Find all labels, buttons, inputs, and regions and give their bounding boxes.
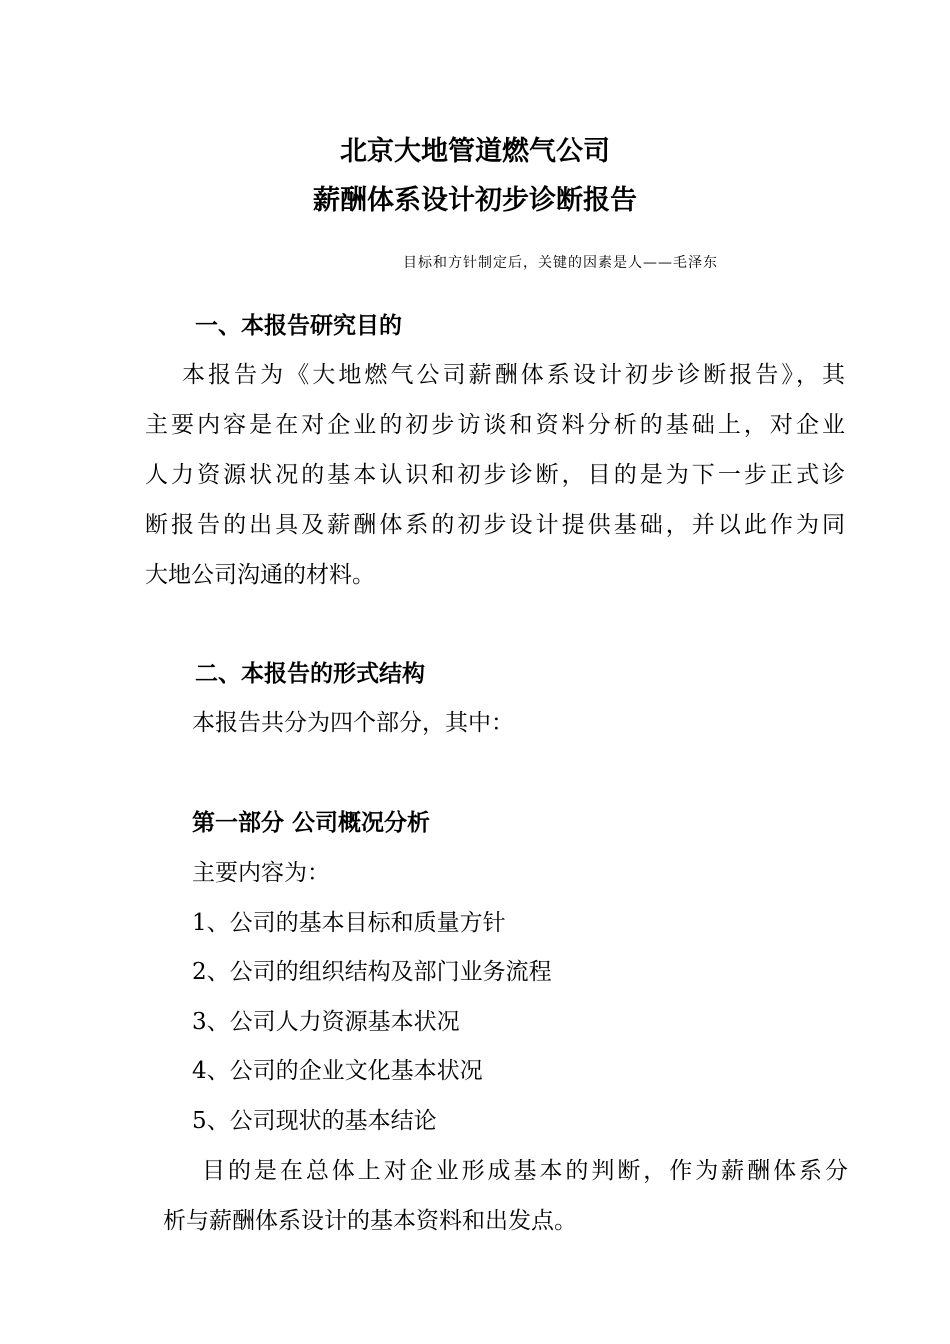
list-item: 1、公司的基本目标和质量方针 (192, 910, 506, 936)
section-1-heading: 一、本报告研究目的 (195, 313, 402, 339)
list-item: 3、公司人力资源基本状况 (192, 1009, 460, 1035)
list-item: 2、公司的组织结构及部门业务流程 (192, 959, 552, 985)
document-title-line-1: 北京大地管道燃气公司 (340, 136, 610, 167)
section-2-heading: 二、本报告的形式结构 (195, 661, 425, 687)
paragraph-line: 本报告为《大地燃气公司薪酬体系设计初步诊断报告》，其 (182, 362, 845, 388)
list-item: 5、公司现状的基本结论 (192, 1108, 437, 1134)
paragraph-line: 析与薪酬体系设计的基本资料和出发点。 (163, 1208, 577, 1234)
document-title-line-2: 薪酬体系设计初步诊断报告 (313, 185, 637, 216)
list-item: 4、公司的企业文化基本状况 (192, 1058, 483, 1084)
part-1-intro: 主要内容为： (192, 860, 330, 886)
paragraph-line: 断报告的出具及薪酬体系的初步设计提供基础，并以此作为同 (145, 512, 845, 538)
paragraph-line: 目的是在总体上对企业形成基本的判断，作为薪酬体系分 (202, 1158, 848, 1184)
epigraph-quote: 目标和方针制定后，关键的因素是人——毛泽东 (403, 255, 718, 271)
section-2-intro: 本报告共分为四个部分，其中： (192, 710, 514, 736)
paragraph-line: 主要内容是在对企业的初步访谈和资料分析的基础上，对企业 (145, 412, 845, 438)
paragraph-line: 大地公司沟通的材料。 (145, 562, 375, 588)
part-1-heading: 第一部分 公司概况分析 (192, 810, 431, 836)
paragraph-line: 人力资源状况的基本认识和初步诊断，目的是为下一步正式诊 (145, 462, 845, 488)
